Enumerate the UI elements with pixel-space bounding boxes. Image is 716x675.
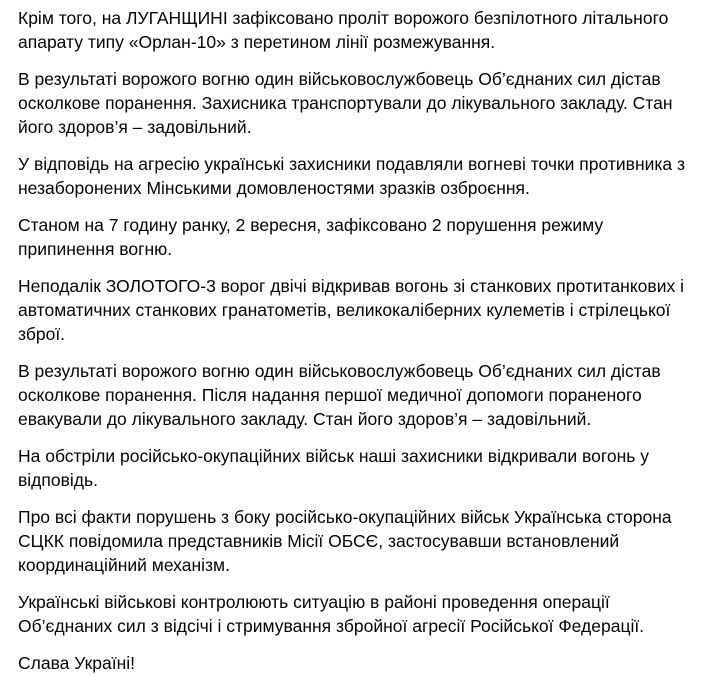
paragraph-zolote-3: Неподалік ЗОЛОТОГО-3 ворог двічі відкривав вогонь зі станкових протитанкових і автоматичних станкових гранатометів, великокаліберних кулеметів і стрілецької зброї.: [18, 276, 684, 344]
paragraph-luhansk-drone: Крім того, на ЛУГАНЩИНІ зафіксовано проліт ворожого безпілотного літального апарату типу «Орлан-10» з перетином лінії розмежування.: [18, 8, 669, 52]
paragraph-wounded-soldier-2: В результаті ворожого вогню один військовослужбовець Об’єднаних сил дістав осколкове поранення. Після надання першої медичної допомоги пораненого евакували до лікувального закладу. Стан його здоров’я – задовільний.: [18, 361, 661, 429]
paragraph-ceasefire-violations: Станом на 7 годину ранку, 2 вересня, зафіксовано 2 порушення режиму припинення вогню.: [18, 215, 604, 259]
paragraph-situation-control: Українські військові контролюють ситуацію в районі проведення операції Об’єднаних сил з відсічі і стримування збройної агресії Російської Федерації.: [18, 592, 645, 636]
paragraph-glory-to-ukraine: Слава Україні!: [18, 653, 136, 673]
paragraph-wounded-soldier-1: В результаті ворожого вогню один військовослужбовець Об’єднаних сил дістав осколкове поранення. Захисника транспортували до лікувального закладу. Стан його здоров’я – задовільний.: [18, 69, 673, 137]
paragraph-response-fire: У відповідь на агресію українські захисники подавляли вогневі точки противника з незаборонених Мінськими домовленостями зразків озброєння.: [18, 154, 686, 198]
paragraph-return-fire: На обстріли російсько-окупаційних військ наші захисники відкривали вогонь у відповідь.: [18, 446, 649, 490]
paragraph-osce-notified: Про всі факти порушень з боку російсько-окупаційних військ Українська сторона СЦКК повідомила представників Місії ОБСЄ, застосувавши встановлений координаційний механізм.: [18, 507, 672, 575]
